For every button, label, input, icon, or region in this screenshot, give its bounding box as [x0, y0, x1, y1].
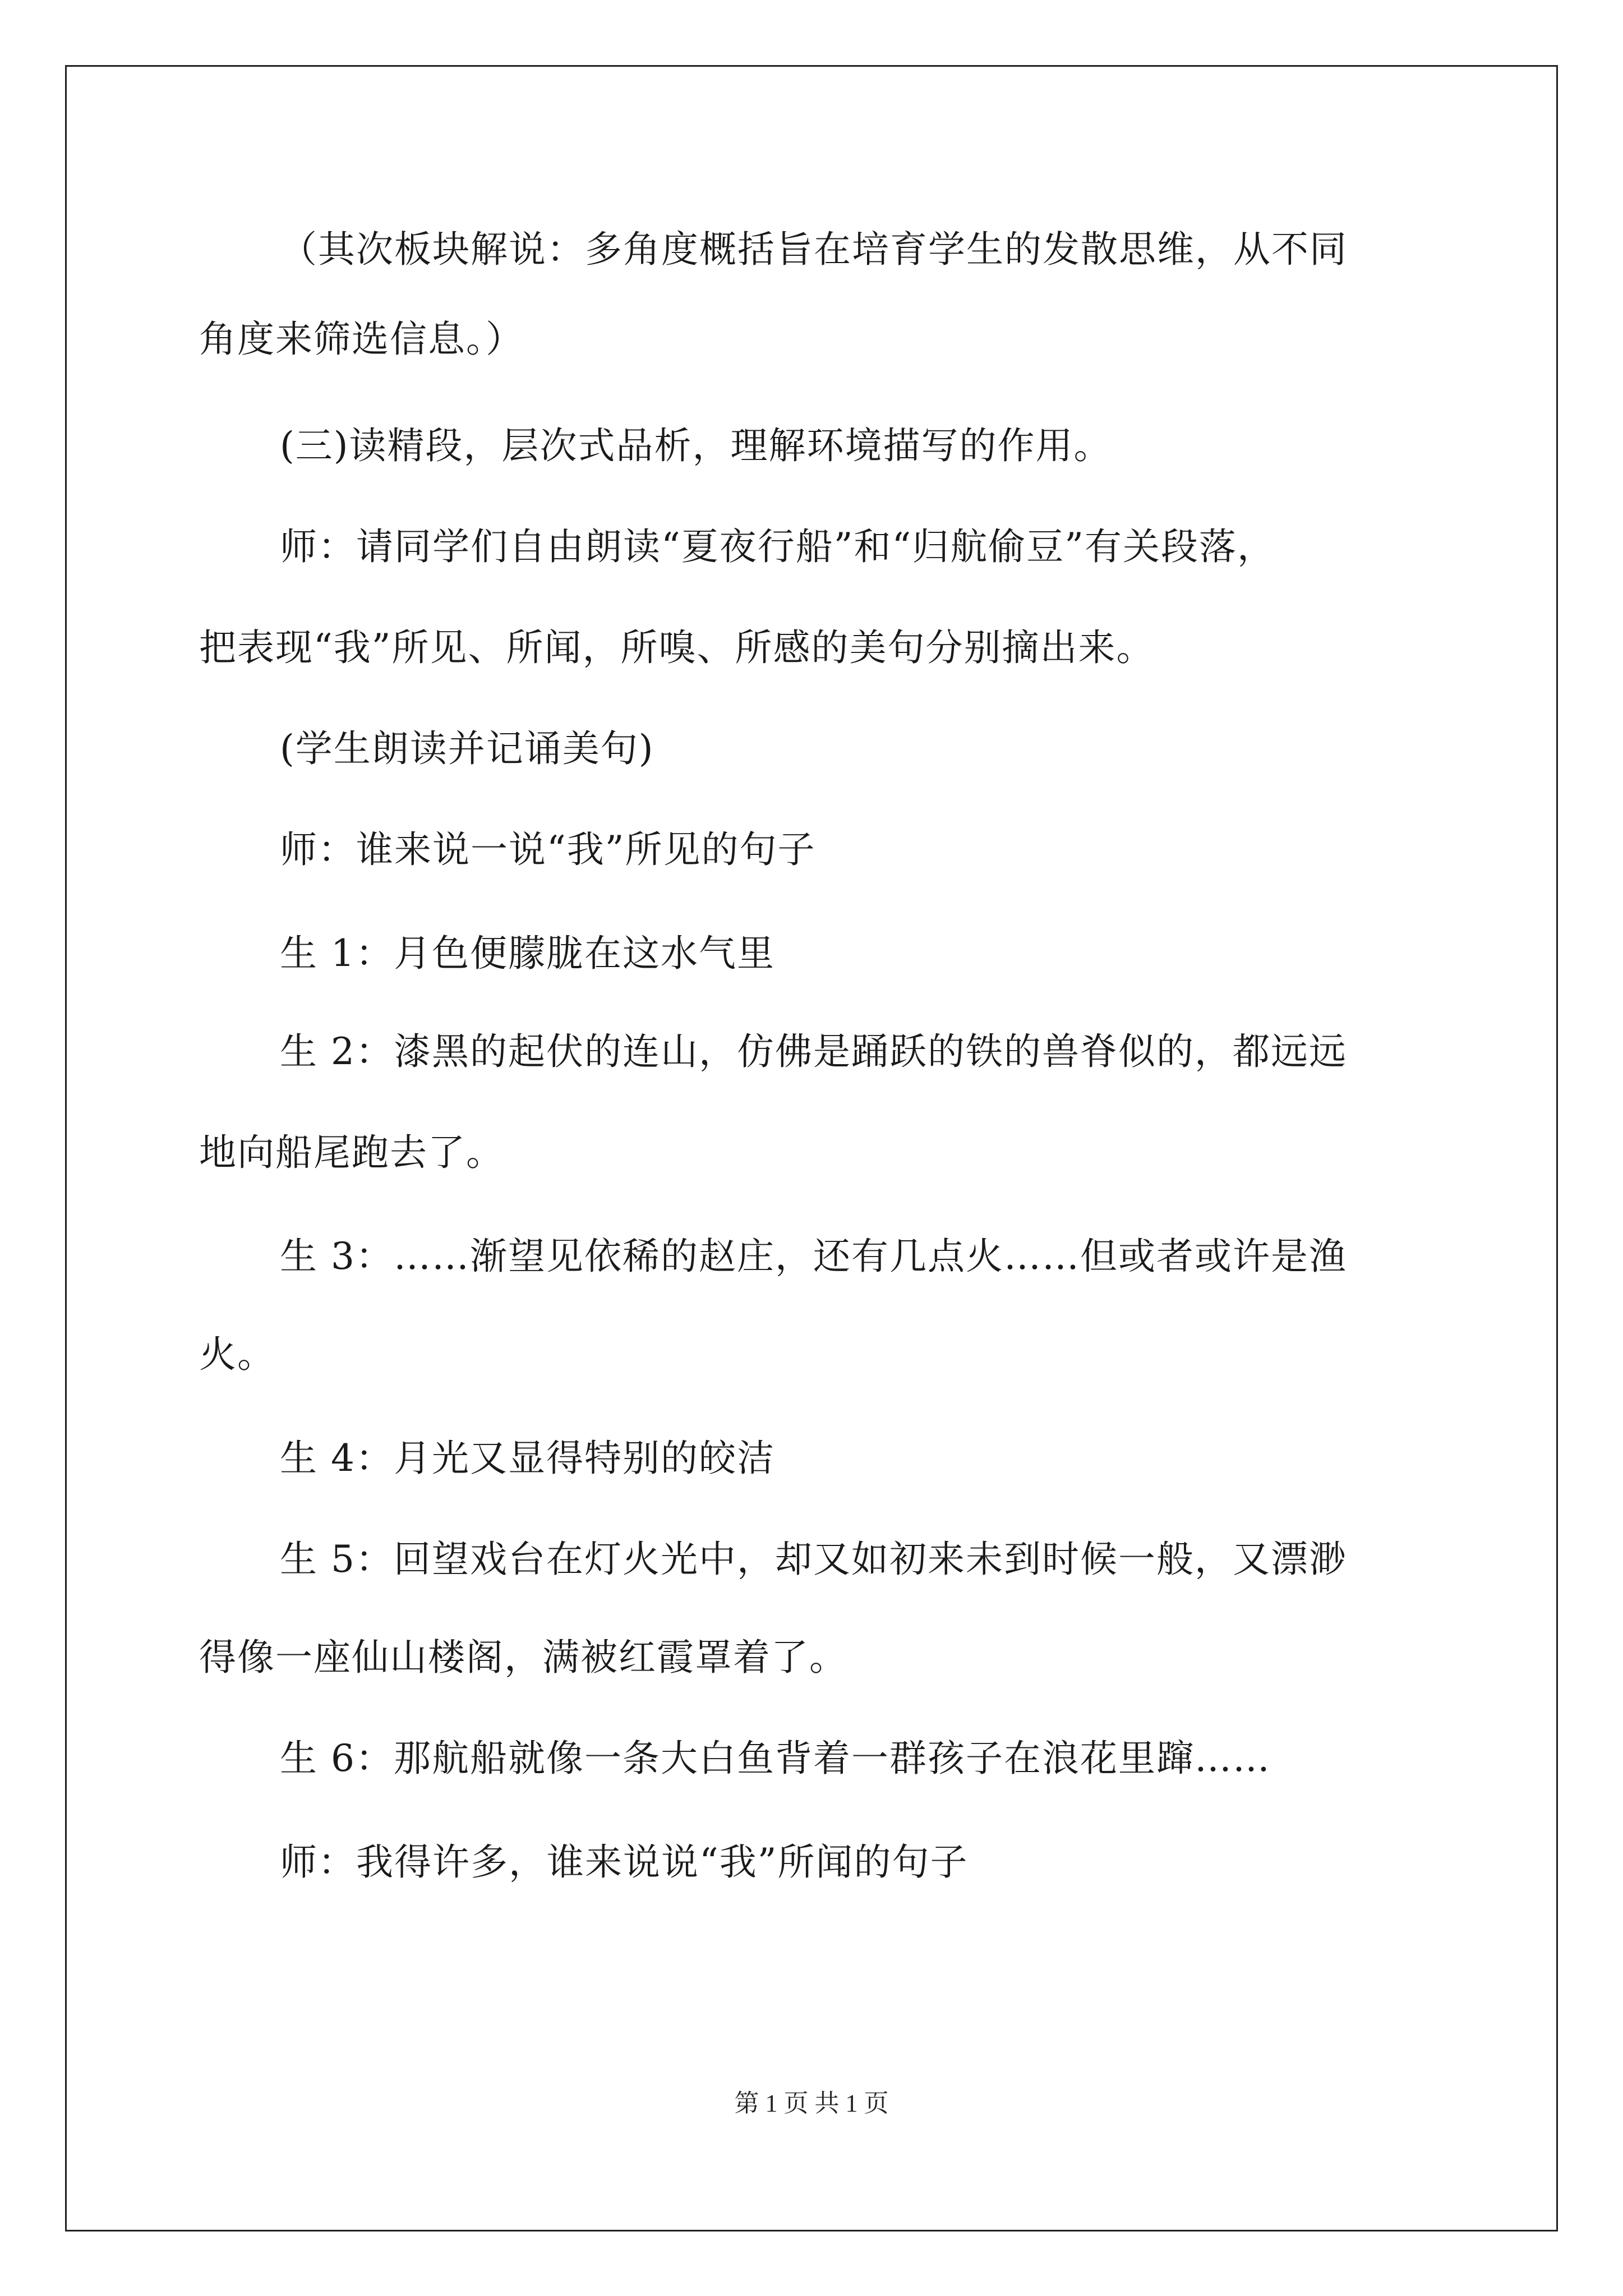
paragraph-line: 师：我得许多，谁来说说“我”所闻的句子: [280, 1841, 969, 1884]
paragraph-line: 生 6：那航船就像一条大白鱼背着一群孩子在浪花里蹿……: [280, 1737, 1271, 1780]
paragraph-line: 火。: [199, 1333, 275, 1376]
paragraph-line: 生 3：……渐望见依稀的赵庄，还有几点火……但或者或许是渔: [280, 1235, 1347, 1278]
paragraph-line: (学生朗读并记诵美句): [280, 727, 654, 770]
paragraph-line: 得像一座仙山楼阁，满被红霞罩着了。: [199, 1636, 847, 1679]
paragraph-line: 师：谁来说一说“我”所见的句子: [280, 828, 816, 871]
paragraph-line: 生 4：月光又显得特别的皎洁: [280, 1437, 775, 1480]
paragraph-line: （其次板块解说：多角度概括旨在培育学生的发散思维，从不同: [280, 228, 1348, 271]
paragraph-line: 把表现“我”所见、所闻，所嗅、所感的美句分别摘出来。: [199, 626, 1155, 669]
paragraph-line: 地向船尾跑去了。: [199, 1131, 504, 1174]
paragraph-line: 生 5：回望戏台在灯火光中，却又如初来未到时候一般，又漂渺: [280, 1538, 1347, 1581]
page-number: 第 1 页 共 1 页: [734, 2090, 889, 2117]
paragraph-line: 师：请同学们自由朗读“夏夜行船”和“归航偷豆”有关段落，: [280, 525, 1275, 568]
paragraph-line: (三)读精段，层次式品析，理解环境描写的作用。: [280, 424, 1112, 467]
paragraph-line: 生 2：漆黑的起伏的连山，仿佛是踊跃的铁的兽脊似的，都远远: [280, 1030, 1347, 1073]
paragraph-line: 生 1：月色便朦胧在这水气里: [280, 932, 775, 975]
paragraph-line: 角度来筛选信息。）: [199, 318, 524, 361]
